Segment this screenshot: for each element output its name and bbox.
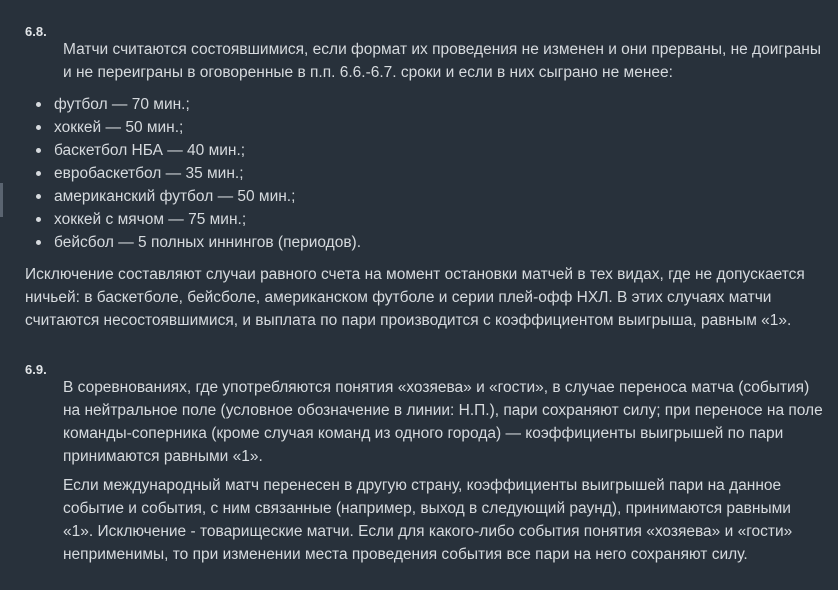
list-item: американский футбол — 50 мин.; — [25, 185, 361, 208]
section-number-6-9: 6.9. — [25, 362, 47, 377]
duration-list — [25, 93, 361, 254]
section-6-8-intro: Матчи считаются состоявшимися, если формат их проведения не изменен и они прерваны, не доиграны и не переиграны в оговоренные в п.п. 6.6.-6.7. сроки и если в них сыграно не менее: — [63, 41, 821, 81]
list-item: футбол — 70 мин.; — [25, 93, 361, 116]
list-item: хоккей — 50 мин.; — [25, 116, 361, 139]
section-6-8-exception: Исключение составляют случаи равного счета на момент остановки матчей в тех видах, где не допускается ничьей: в баскетболе, бейсболе, американском футболе и серии плей-офф НХЛ. В этих случаях матчи считаются несостоявшимися, и выплата по пари производится с коэффициентом выигрыша, равным «1». — [25, 266, 805, 329]
section-number-6-8: 6.8. — [25, 24, 47, 39]
section-6-9-paragraph-2: Если международный матч перенесен в другую страну, коэффициенты выигрышей пари на данное событие и события, с ним связанные (например, выход в следующий раунд), принимаются равными «1». Исключение - товарищеские матчи. Если для какого-либо события понятия «хозяева» и «гости» неприменимы, то при изменении места проведения события все пари на него сохраняют силу. — [63, 477, 793, 563]
list-item: хоккей с мячом — 75 мин.; — [25, 208, 361, 231]
scroll-indicator[interactable] — [0, 183, 3, 217]
list-item: евробаскетбол — 35 мин.; — [25, 162, 361, 185]
section-6-9-paragraph-1: В соревнованиях, где употребляются понятия «хозяева» и «гости», в случае переноса матча (события) на нейтральное поле (условное обозначение в линии: Н.П.), пари сохраняют силу; при переносе на поле команды-соперника (кроме случая команд из одного города) — коэффициенты выигрышей по пари принимаются равными «1». — [63, 379, 823, 465]
list-item: баскетбол НБА — 40 мин.; — [25, 139, 361, 162]
list-item: бейсбол — 5 полных иннингов (периодов). — [25, 231, 361, 254]
